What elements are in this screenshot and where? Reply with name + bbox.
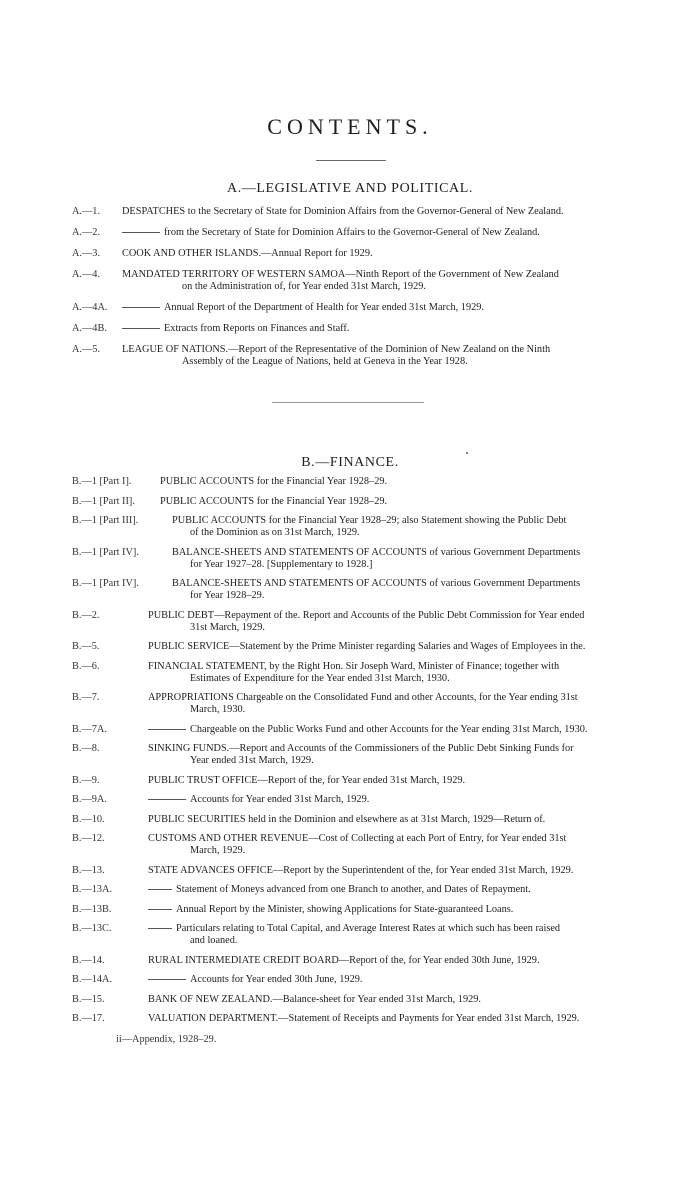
section-b-entry xyxy=(72,515,650,539)
title-divider xyxy=(316,160,386,161)
entry-code: B.—6. xyxy=(72,660,100,672)
entry-code: B.—10. xyxy=(72,813,105,825)
entry-code: B.—5. xyxy=(72,641,100,652)
section-b-entry xyxy=(72,578,650,602)
entry-continuation: on the Administration of, for Year ended 31st March, 1929. xyxy=(182,281,426,292)
entry-text: BALANCE-SHEETS AND STATEMENTS OF ACCOUNTS of various Government Departments xyxy=(172,546,581,558)
ditto-dash xyxy=(122,232,160,233)
entry-text: BANK OF NEW ZEALAND.—Balance-sheet for Year ended 31st March, 1929. xyxy=(148,993,481,1005)
section-b-entry xyxy=(72,814,650,826)
entry-text: Statement of Moneys advanced from one Branch to another, and Dates of Repayment. xyxy=(176,884,531,895)
entry-text: MANDATED TERRITORY OF WESTERN SAMOA—Ninth Report of the Government of New Zealand xyxy=(122,269,559,280)
entry-text: FINANCIAL STATEMENT, by the Right Hon. Sir Joseph Ward, Minister of Finance; together with xyxy=(148,660,560,672)
section-b-entry xyxy=(72,884,650,896)
entry-code: B.—14. xyxy=(72,954,105,966)
entry-code: B.—15. xyxy=(72,993,105,1005)
section-a-entry xyxy=(72,323,650,335)
entry-code: B.—8. xyxy=(72,743,100,754)
section-divider xyxy=(272,402,424,403)
section-b-entry xyxy=(72,974,650,986)
entry-continuation: for Year 1927–28. [Supplementary to 1928.] xyxy=(190,558,373,570)
entry-text: from the Secretary of State for Dominion Affairs to the Governor-General of New Zealand. xyxy=(164,227,540,238)
ditto-dash xyxy=(148,909,172,910)
entry-text: LEAGUE OF NATIONS.—Report of the Representative of the Dominion of New Zealand on the Ninth xyxy=(122,344,551,355)
entry-continuation: Year ended 31st March, 1929. xyxy=(190,755,314,766)
section-a-entry xyxy=(72,248,650,260)
section-a-entry xyxy=(72,227,650,239)
ditto-dash xyxy=(122,307,160,308)
entry-text: VALUATION DEPARTMENT.—Statement of Receipts and Payments for Year ended 31st March, 1929. xyxy=(148,1013,580,1024)
entry-text: Accounts for Year ended 31st March, 1929. xyxy=(190,794,370,805)
entry-text: Chargeable on the Public Works Fund and other Accounts for the Year ending 31st March, 1930. xyxy=(190,723,588,735)
section-a-entry xyxy=(72,302,650,314)
entry-code: A.—4B. xyxy=(72,323,107,334)
entry-code: A.—4A. xyxy=(72,302,108,313)
section-b-entry xyxy=(72,724,650,736)
entry-text: APPROPRIATIONS Chargeable on the Consolidated Fund and other Accounts, for the Year ending 31st xyxy=(148,692,578,703)
entry-code: A.—3. xyxy=(72,248,101,259)
section-a-entry xyxy=(72,206,650,218)
entry-text: STATE ADVANCES OFFICE—Report by the Superintendent of the, for Year ended 31st March, 1929. xyxy=(148,864,574,876)
entry-text: PUBLIC SERVICE—Statement by the Prime Minister regarding Salaries and Wages of Employees in the. xyxy=(148,641,586,652)
section-a-list xyxy=(72,206,650,377)
entry-code: B.—14A. xyxy=(72,974,113,985)
entry-code: B.—13C. xyxy=(72,923,112,934)
section-b-entry xyxy=(72,496,650,508)
ditto-dash xyxy=(148,889,172,890)
entry-text: Annual Report of the Department of Health for Year ended 31st March, 1929. xyxy=(164,302,484,313)
entry-code: B.—2. xyxy=(72,609,100,621)
entry-code: B.—9A. xyxy=(72,794,107,805)
page-title: CONTENTS. xyxy=(267,114,433,139)
entry-code: B.—7A. xyxy=(72,723,107,735)
ditto-dash xyxy=(148,729,186,730)
section-b-entry xyxy=(72,923,650,947)
entry-text: COOK AND OTHER ISLANDS.—Annual Report for 1929. xyxy=(122,248,373,259)
section-b-entry xyxy=(72,547,650,571)
entry-text: PUBLIC TRUST OFFICE—Report of the, for Year ended 31st March, 1929. xyxy=(148,774,466,786)
entry-code: B.—13B. xyxy=(72,903,112,915)
section-b-list xyxy=(72,476,650,1033)
entry-code: B.—1 [Part III]. xyxy=(72,515,139,526)
entry-text: Particulars relating to Total Capital, and Average Interest Rates at which such has been raised xyxy=(176,923,561,934)
entry-text: SINKING FUNDS.—Report and Accounts of the Commissioners of the Public Debt Sinking Funds for xyxy=(148,743,574,754)
entry-code: B.—13. xyxy=(72,864,105,876)
entry-code: A.—5. xyxy=(72,344,101,355)
entry-code: B.—17. xyxy=(72,1013,105,1024)
section-b-entry xyxy=(72,743,650,767)
section-b-heading: B.—FINANCE. xyxy=(301,455,399,470)
entry-text: PUBLIC ACCOUNTS for the Financial Year 1928–29. xyxy=(160,476,388,487)
section-b-entry xyxy=(72,641,650,653)
entry-code: A.—2. xyxy=(72,227,101,238)
entry-code: B.—1 [Part II]. xyxy=(72,495,135,507)
entry-text: DESPATCHES to the Secretary of State for Dominion Affairs from the Governor-General of New Zealand. xyxy=(122,206,564,217)
entry-text: Annual Report by the Minister, showing Applications for State-guaranteed Loans. xyxy=(176,903,514,915)
entry-text: PUBLIC ACCOUNTS for the Financial Year 1928–29; also Statement showing the Public Debt xyxy=(172,515,567,526)
entry-text: PUBLIC SECURITIES held in the Dominion and elsewhere as at 31st March, 1929—Return of. xyxy=(148,813,546,825)
section-b-entry xyxy=(72,994,650,1006)
entry-continuation: and loaned. xyxy=(190,935,238,946)
section-b-entry xyxy=(72,865,650,877)
section-b-entry xyxy=(72,610,650,634)
ditto-dash xyxy=(148,799,186,800)
entry-text: Extracts from Reports on Finances and Staff. xyxy=(164,323,350,334)
entry-continuation: March, 1929. xyxy=(190,845,246,856)
section-b-entry xyxy=(72,692,650,716)
entry-code: B.—12. xyxy=(72,833,105,844)
section-b-entry xyxy=(72,661,650,685)
entry-continuation: for Year 1928–29. xyxy=(190,590,265,601)
entry-text: CUSTOMS AND OTHER REVENUE—Cost of Collecting at each Port of Entry, for Year ended 31st xyxy=(148,833,567,844)
entry-code: A.—4. xyxy=(72,269,101,280)
entry-continuation: of the Dominion as on 31st March, 1929. xyxy=(190,527,360,538)
section-b-entry xyxy=(72,476,650,488)
entry-code: B.—1 [Part IV]. xyxy=(72,578,139,589)
section-a-entry xyxy=(72,269,650,293)
section-a-entry xyxy=(72,344,650,368)
entry-code: B.—9. xyxy=(72,774,100,786)
page-footer: ii—Appendix, 1928–29. xyxy=(116,1034,217,1045)
section-b-entry xyxy=(72,1013,650,1025)
ditto-dash xyxy=(148,979,186,980)
section-b-entry xyxy=(72,955,650,967)
entry-code: A.—1. xyxy=(72,206,101,217)
ditto-dash xyxy=(148,928,172,929)
entry-code: B.—13A. xyxy=(72,884,113,895)
entry-text: Accounts for Year ended 30th June, 1929. xyxy=(190,974,363,985)
entry-continuation: Assembly of the League of Nations, held at Geneva in the Year 1928. xyxy=(182,356,468,367)
section-b-entry xyxy=(72,904,650,916)
entry-text: RURAL INTERMEDIATE CREDIT BOARD—Report of the, for Year ended 30th June, 1929. xyxy=(148,954,540,966)
entry-text: PUBLIC ACCOUNTS for the Financial Year 1928–29. xyxy=(160,495,388,507)
entry-continuation: 31st March, 1929. xyxy=(190,621,265,633)
entry-continuation: Estimates of Expenditure for the Year ended 31st March, 1930. xyxy=(190,672,450,684)
entry-continuation: March, 1930. xyxy=(190,704,246,715)
entry-text: PUBLIC DEBT—Repayment of the. Report and Accounts of the Public Debt Commission for Year ended xyxy=(148,609,585,621)
entry-text: BALANCE-SHEETS AND STATEMENTS OF ACCOUNTS of various Government Departments xyxy=(172,578,581,589)
section-b-entry xyxy=(72,794,650,806)
section-b-entry xyxy=(72,775,650,787)
section-a-heading: A.—LEGISLATIVE AND POLITICAL. xyxy=(226,181,474,196)
entry-code: B.—1 [Part I]. xyxy=(72,476,132,487)
entry-code: B.—1 [Part IV]. xyxy=(72,546,139,558)
entry-code: B.—7. xyxy=(72,692,100,703)
ditto-dash xyxy=(122,328,160,329)
print-speck xyxy=(466,452,468,454)
section-b-entry xyxy=(72,833,650,857)
